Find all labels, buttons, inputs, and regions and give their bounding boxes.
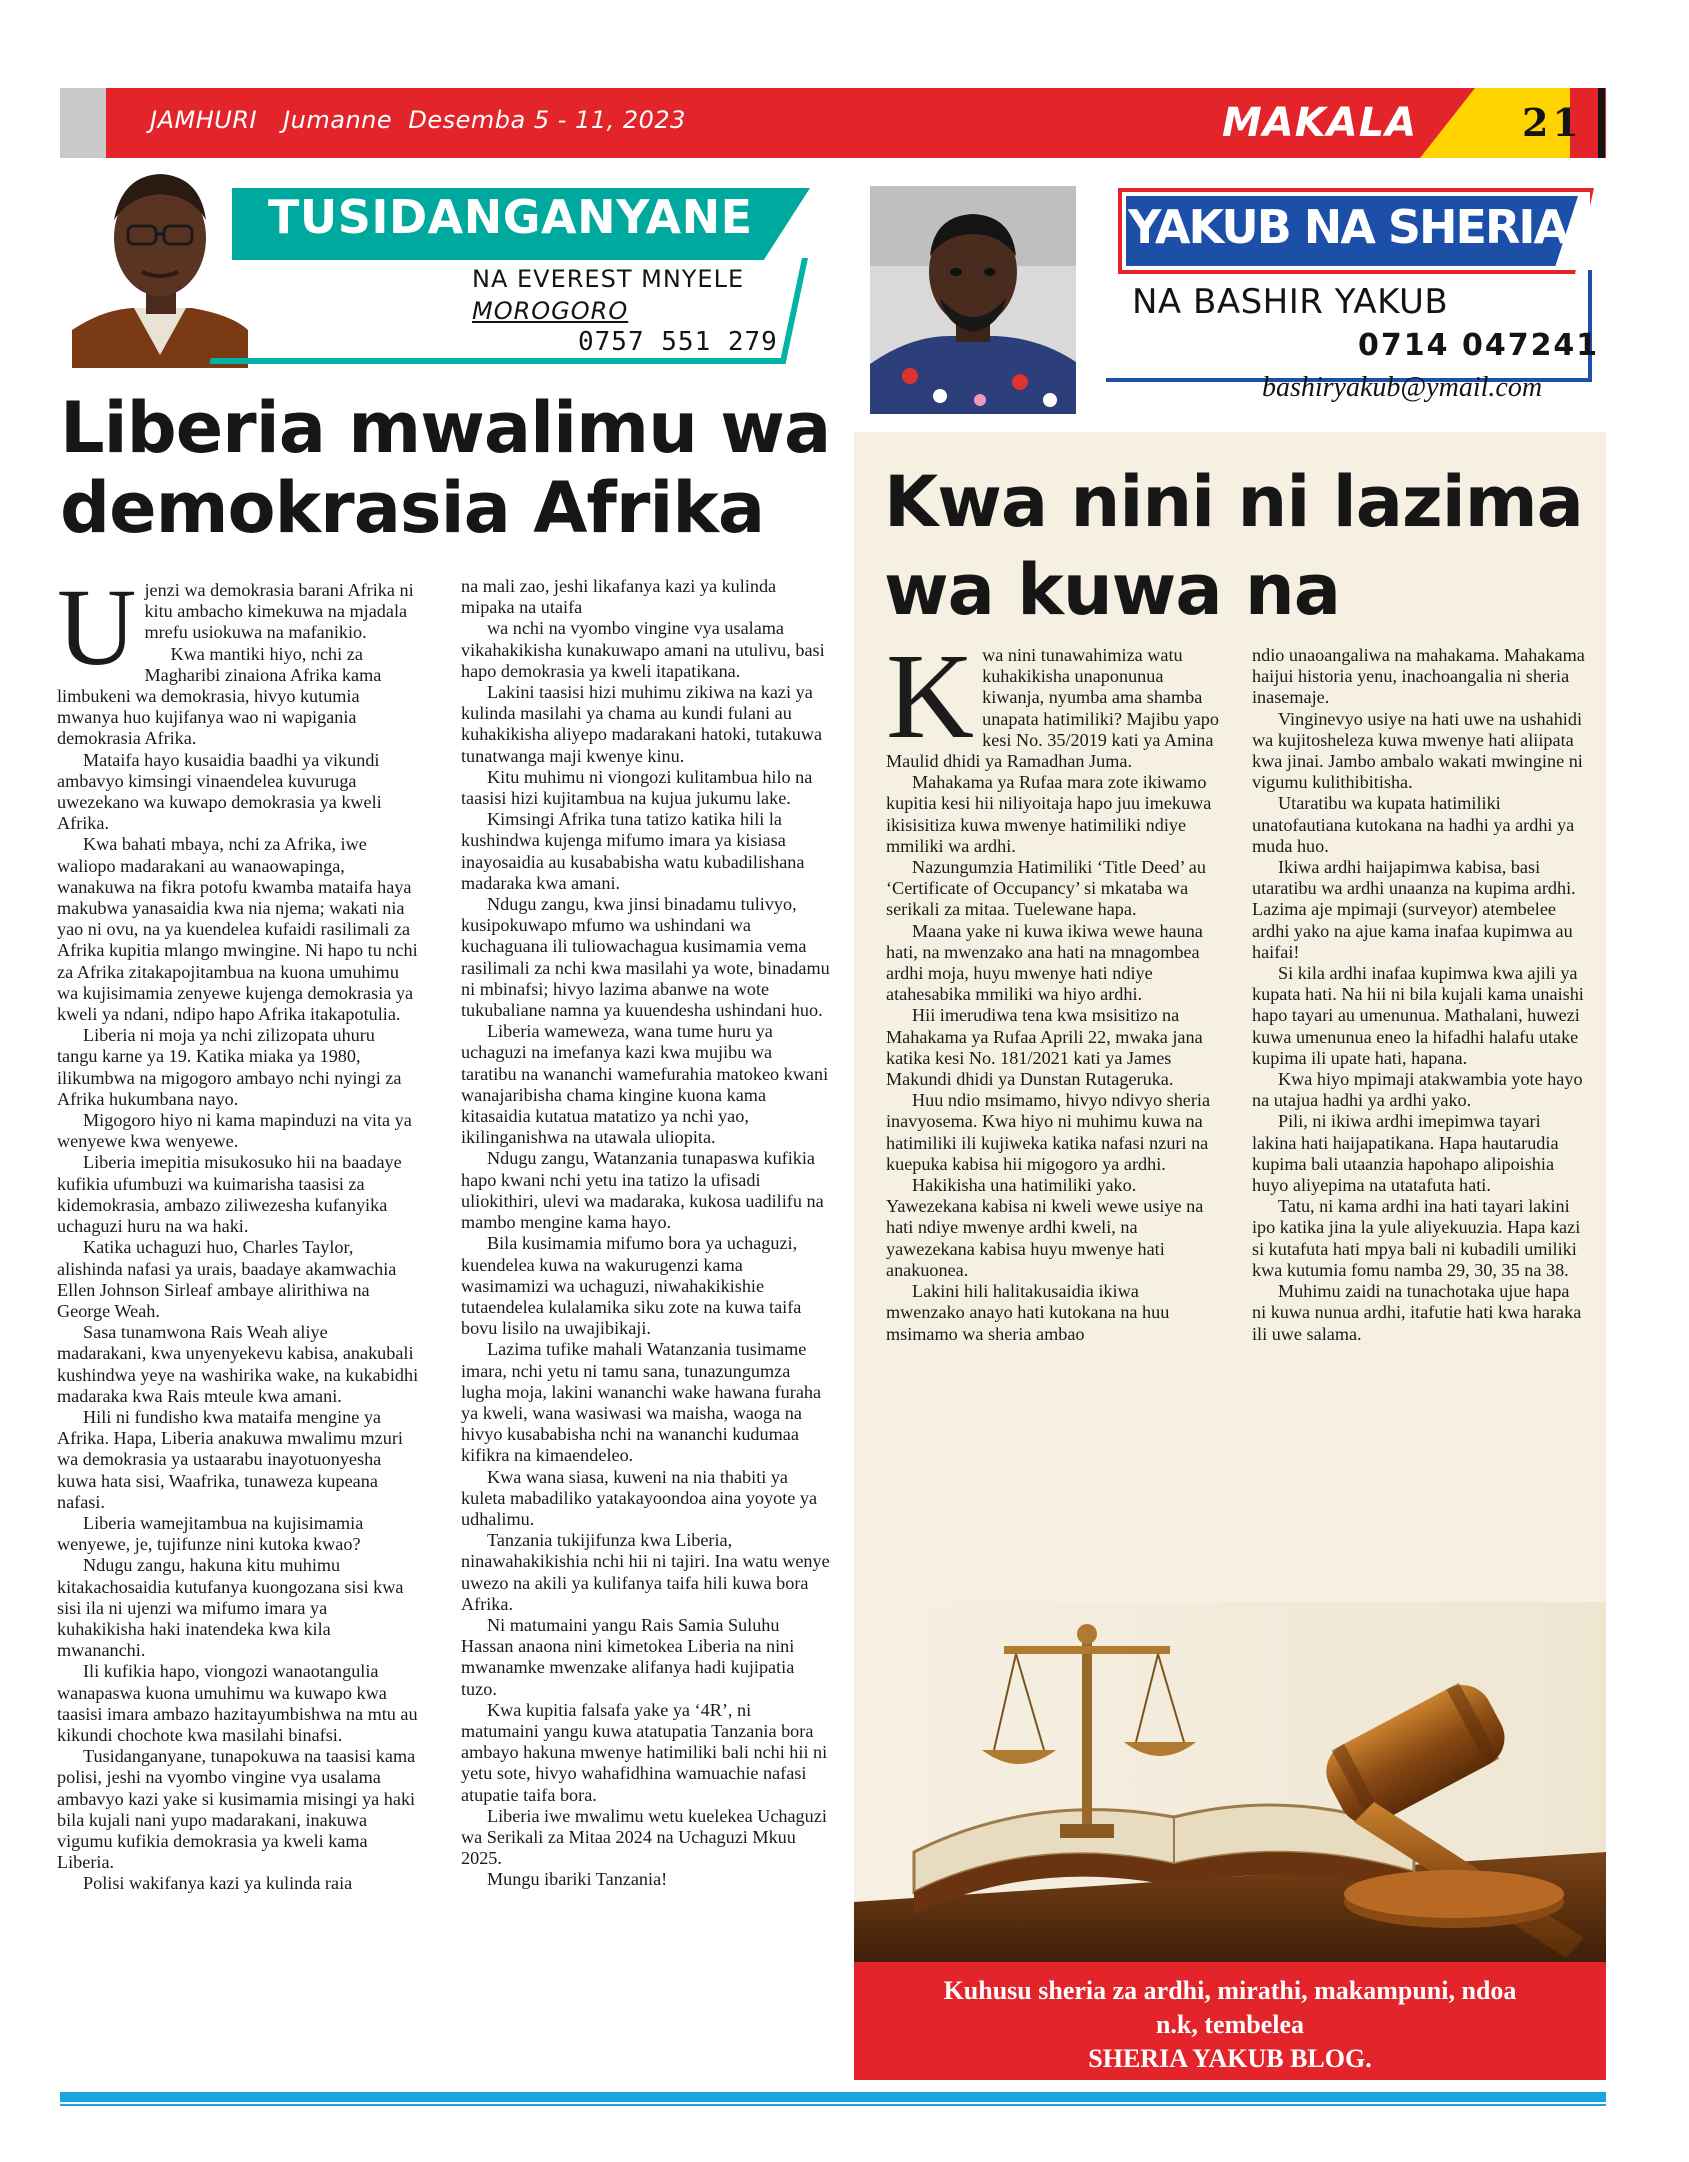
paragraph: Bila kusimamia mifumo bora ya uchaguzi, kuendelea kuwa na wakurugenzi kama wasimamizi wa uchaguzi, niwahakikishie tutaendelea kulalamika siku zote na kuwa taifa bovu lisilo na uwajibikaji. xyxy=(461,1233,802,1339)
paragraph: Katika uchaguzi huo, Charles Taylor, alishinda nafasi ya urais, baadaye akamwachia Ellen Johnson Sirleaf ambaye alirithiwa na George Weah. xyxy=(57,1237,397,1321)
paragraph: Mungu ibariki Tanzania! xyxy=(487,1869,668,1890)
article-right-col2 xyxy=(1252,645,1586,1345)
page-number: 21 xyxy=(1522,100,1583,145)
law-illustration xyxy=(854,1602,1606,1964)
paragraph: Ili kufikia hapo, viongozi wanaotangulia wanapaswa kuona umuhimu wa kuwapo kwa taasisi imara ambazo hazitayumbishwa na mtu au kikundi chochote kwa masilahi binafsi. xyxy=(57,1661,418,1745)
masthead xyxy=(150,106,686,134)
dropcap-left: U xyxy=(57,566,137,688)
article-left-col1 xyxy=(57,566,419,1895)
paragraph: jenzi wa demokrasia barani Afrika ni kitu ambacho kimekuwa na mjadala mrefu usiokuwa na mafanikio. xyxy=(144,580,414,643)
footer-rule xyxy=(60,2092,1606,2102)
dropcap-right: K xyxy=(886,629,975,764)
paragraph: Ni matumaini yangu Rais Samia Suluhu Hassan anaona nini kimetokea Liberia na nini mwanamke mwenzake alifanya hadi kujipatia tuzo. xyxy=(461,1614,795,1699)
headline-left: Liberia mwalimu wa demokrasia Afrika xyxy=(60,387,831,549)
author-location-left: MOROGORO xyxy=(472,297,629,325)
paragraph: Tatu, ni kama ardhi ina hati tayari lakini ipo katika jina la yule aliyekuuzia. Hapa kazi si kutafuta hati mpya bali ni kubadili umiliki kwa kutumia fomu namba 29, 30, 35 na 38. xyxy=(1252,1196,1581,1280)
paragraph: Muhimu zaidi na tunachotaka ujue hapa ni kuwa nunua ardhi, itafutie hati kwa haraka ili uwe salama. xyxy=(1252,1281,1582,1344)
issue-date: Desemba 5 - 11, 2023 xyxy=(408,106,686,134)
paragraph: wa nchi na vyombo vingine vya usalama vikahakikisha kunakuwapo amani na utulivu, basi hapo demokrasia ya kweli itapatikana. xyxy=(461,618,825,681)
paragraph: Ndugu zangu, kwa jinsi binadamu tulivyo, kusipokuwapo mfumo wa ushindani wa kuchaguana ili tuliowachagua kusimamia vema rasilimali za nchi kwa masilahi ya wote, binadamu ni mbinafsi; hivyo lazima abanwe na wote tukubaliane namna ya kuuendesha ushindani huo. xyxy=(461,894,830,1021)
paragraph: Maana yake ni kuwa ikiwa wewe hauna hati, na mwenzako ana hati na mnagombea ardhi moja, huyu mwenye hati ndiye atahesabika mmiliki wa hiyo ardhi. xyxy=(886,920,1203,1005)
paragraph: Liberia wameweza, wana tume huru ya uchaguzi na imefanya kazi kwa mujibu wa taratibu na wananchi wamefurahia matokeo kwani wanajaribisha chama kingine kuona kama kitasaidia kutatua matatizo ya nchi yao, ikilinganishwa na utawala uliopita. xyxy=(461,1021,829,1148)
author-name-left: NA EVEREST MNYELE xyxy=(472,265,745,293)
paragraph: Tanzania tukijifunza kwa Liberia, ninawahakikishia nchi hii ni tajiri. Ina watu wenye uwezo na akili ya kulifanya taifa hili kuwa bora Afrika. xyxy=(461,1530,830,1614)
author-name-right: NA BASHIR YAKUB xyxy=(1132,282,1449,322)
paragraph: ndio unaoangaliwa na mahakama. Mahakama haijui historia yenu, inachoangalia ni sheria inasemaje. xyxy=(1252,645,1585,708)
paragraph: Kwa mantiki hiyo, nchi za Magharibi zinaiona Afrika kama limbukeni wa demokrasia, hivyo kutumia mwanya huo kujifanya wao ni wapigania demokrasia Afrika. xyxy=(57,643,382,749)
top-banner xyxy=(60,88,1605,158)
headline-right: Kwa nini ni lazima wa kuwa na xyxy=(884,461,1583,631)
paragraph: Hakikisha una hatimiliki yako. Yawezekana kabisa ni kweli wewe usiye na hati ndiye mwenye ardhi kweli, na yawezekana kabisa huyu mwenye hati anakuonea. xyxy=(886,1175,1204,1280)
notice-line-2: n.k, tembelea xyxy=(1155,2010,1305,2039)
paragraph: Mahakama ya Rufaa mara zote ikiwamo kupitia kesi hii niliyoitaja hapo juu imekuwa ikisisitiza kuwa mwenye hatimiliki ndiye mmiliki wa ardhi. xyxy=(886,772,1212,856)
paragraph: Liberia ni moja ya nchi zilizopata uhuru tangu karne ya 19. Katika miaka ya 1980, ilikumbwa na migogoro ambayo nchi nyingi za Afrika hukumbana nayo. xyxy=(57,1025,402,1109)
paragraph: Ikiwa ardhi haijapimwa kabisa, basi utaratibu wa ardhi unaanza na kupima ardhi. Lazima aje mpimaji (surveyor) atembelee ardhi yako na ajue kama inafaa kupimwa au haifai! xyxy=(1252,857,1576,962)
paragraph: Huu ndio msimamo, hivyo ndivyo sheria inavyosema. Kwa hiyo ni muhimu kuwa na hatimiliki ili kujiweka katika nafasi nzuri na kuepuka kabisa hii migogoro ya ardhi. xyxy=(886,1090,1211,1174)
paragraph: Lakini taasisi hizi muhimu zikiwa na kazi ya kulinda masilahi ya chama au kundi fulani au kuhakikisha aliyepo madarakani hatoki, tutakuwa tunatwanga maji kwenye kinu. xyxy=(461,682,823,766)
article-right-col1 xyxy=(886,629,1222,1345)
column-title-left: TUSIDANGANYANE xyxy=(268,190,753,244)
article-left-col2 xyxy=(461,576,831,1891)
paragraph: Hili ni fundisho kwa mataifa mengine ya Afrika. Hapa, Liberia anakuwa mwalimu mzuri wa demokrasia ya ustaarabu inayotuonyesha kuwa hata sisi, Waafrika, tunaweza kupeana nafasi. xyxy=(57,1406,403,1512)
footer-rule-thin xyxy=(60,2104,1606,2106)
paragraph: Lazima tufike mahali Watanzania tusimame imara, nchi yetu ni tamu sana, tunazungumza lugha moja, lakini wananchi wake hawana furaha ya kweli, wana wasiwasi wa maisha, waoga na hivyo kusababisha nchi na wananchi kudumaa kifikra na kimaendeleo. xyxy=(461,1339,822,1466)
notice-blog-name: SHERIA YAKUB BLOG. xyxy=(1088,2044,1372,2073)
paragraph: Kwa wana siasa, kuweni na nia thabiti ya kuleta mabadiliko yatakayoondoa aina yoyote ya udhalimu. xyxy=(461,1466,818,1529)
paragraph: Hii imerudiwa tena kwa msisitizo na Mahakama ya Rufaa Aprili 22, mwaka jana katika kesi No. 181/2021 kati ya James Makundi dhidi ya Dunstan Rutageruka. xyxy=(886,1005,1203,1090)
notice-line-1: Kuhusu sheria za ardhi, mirathi, makampuni, ndoa xyxy=(943,1976,1517,2005)
paragraph: Polisi wakifanya kazi ya kulinda raia xyxy=(83,1873,353,1894)
paragraph: Lakini hili halitakusaidia ikiwa mwenzako anayo hati kutokana na huu msimamo wa sheria ambao xyxy=(886,1281,1170,1344)
paragraph: Mataifa hayo kusaidia baadhi ya vikundi ambavyo kimsingi vinaendelea kuvuruga uwezekano wa kuwapo demokrasia ya kweli Afrika. xyxy=(57,749,382,834)
paragraph: na mali zao, jeshi likafanya kazi ya kulinda mipaka na utaifa xyxy=(461,576,777,618)
paragraph: Liberia iwe mwalimu wetu kuelekea Uchaguzi wa Serikali za Mitaa 2024 na Uchaguzi Mkuu 2025. xyxy=(461,1805,827,1869)
paragraph: Nazungumzia Hatimiliki ‘Title Deed’ au ‘Certificate of Occupancy’ si mkataba wa serikali za mitaa. Tuelewane hapa. xyxy=(886,857,1206,920)
paragraph: Pili, ni ikiwa ardhi imepimwa tayari lakina hati haijapatikana. Hapa hautarudia kupima bali utaanzia hapohapo alipoishia huyo aliyepima na utatafuta hati. xyxy=(1252,1111,1559,1196)
paragraph: Sasa tunamwona Rais Weah aliye madarakani, kwa unyenyekevu kabisa, anakubali kushindwa yeye na washirika wake, na kukabidhi madaraka kwa Rais mteule kwa amani. xyxy=(57,1322,419,1406)
author-phone-left: 0757 551 279 xyxy=(578,327,778,357)
author-phone-right: 0714 047241 xyxy=(1358,328,1600,363)
paper-name: JAMHURI xyxy=(150,106,258,134)
column-title-right: YAKUB NA SHERIA xyxy=(1128,200,1568,254)
issue-day: Jumanne xyxy=(283,106,393,134)
paragraph: Ndugu zangu, hakuna kitu muhimu kitakachosaidia kutufanya kuongozana sisi kwa sisi ila ni ujenzi wa mifumo imara ya kuhakikisha haki inatendeka kwa kila mwananchi. xyxy=(57,1555,404,1661)
paragraph: Liberia imepitia misukosuko hii na baadaye kufikia ufumbuzi wa kuimarisha taasisi za kidemokrasia, ambazo ziliwezesha kufanyika uchaguzi huru na wa haki. xyxy=(57,1152,402,1237)
paragraph: wa nini tunawahimiza watu kuhakikisha unaponunua kiwanja, nyumba ama shamba unapata hatimiliki? Majibu yapo kesi No. 35/2019 kati ya Amina Maulid dhidi ya Ramadhan Juma. xyxy=(886,645,1219,772)
paragraph: Kwa hiyo mpimaji atakwambia yote hayo na utajua hadhi ya ardhi yako. xyxy=(1252,1069,1583,1111)
paragraph: Tusidanganyane, tunapokuwa na taasisi kama polisi, jeshi na vyombo vingine vya usalama ambavyo kazi yake si kusimamia misingi ya haki bila kujali nani yupo madarakani, inakuwa vigumu kufikia demokrasia ya kweli kama Liberia. xyxy=(57,1746,416,1873)
author-photo-right xyxy=(870,186,1076,414)
paragraph: Vinginevyo usiye na hati uwe na ushahidi wa kujitosheleza kuwa mwenye hati aliipata kwa jinai. Jambo ambalo wakati mwingine ni vigumu kulithibitisha. xyxy=(1252,708,1583,793)
paragraph: Utaratibu wa kupata hatimiliki unatofautiana kutokana na hadhi ya ardhi ya muda huo. xyxy=(1252,793,1575,856)
banner-black-edge xyxy=(1598,88,1605,158)
paragraph: Kwa bahati mbaya, nchi za Afrika, iwe waliopo madarakani au wanaowapinga, wanakuwa na fikra potofu kwamba mataifa haya makubwa yanasaidia kwa nia njema; wakati nia yao ni ovu, na ya kuendelea kufaidi rasilimali za Afrika kupitia mlango mwingine. Ni hapo tu nchi za Afrika zitakapojitambua na kuona umuhimu wa kujisimamia zenyewe kujenga demokrasia ya kweli ya ndani, ndipo hapo Afrika itakapotulia. xyxy=(57,834,418,1025)
paragraph: Kimsingi Afrika tuna tatizo katika hili la kushindwa kujenga mifumo imara ya kisiasa inayosaidia au kusababisha watu kubadilishana madaraka kwa amani. xyxy=(461,809,805,893)
paragraph: Kitu muhimu ni viongozi kulitambua hilo na taasisi hizi kujitambua na kujua jukumu lake. xyxy=(461,766,813,809)
paragraph: Liberia wamejitambua na kujisimamia wenyewe, je, tujifunze nini kutoka kwao? xyxy=(57,1512,364,1555)
paragraph: Migogoro hiyo ni kama mapinduzi na vita ya wenyewe kwa wenyewe. xyxy=(57,1110,412,1152)
author-email-right: bashiryakub@ymail.com xyxy=(1262,372,1543,403)
paragraph: Si kila ardhi inafaa kupimwa kwa ajili ya kupata hati. Na hii ni bila kujali kama unaishi hapo tayari au umenunua. Mathalani, huwezi kuwa umenunua eneo la hifadhi halafu utake kupima ili upate hati, hapana. xyxy=(1252,963,1584,1068)
section-name: MAKALA xyxy=(1222,100,1418,146)
paragraph: Kwa kupitia falsafa yake ya ‘4R’, ni matumaini yangu kuwa atatupatia Tanzania bora ambayo hakuna mwenye hatimiliki bali nchi hii ni yetu sote, hivyo wahafidhina wamuachie nafasi atupatie taifa bora. xyxy=(461,1699,828,1805)
banner-gray-tab xyxy=(60,88,106,158)
paragraph: Ndugu zangu, Watanzania tunapaswa kufikia hapo kwani nchi yetu ina tatizo la ufisadi uliokithiri, ulevi wa madaraka, kukosa uadilifu na mambo mengine kama hayo. xyxy=(461,1148,824,1233)
